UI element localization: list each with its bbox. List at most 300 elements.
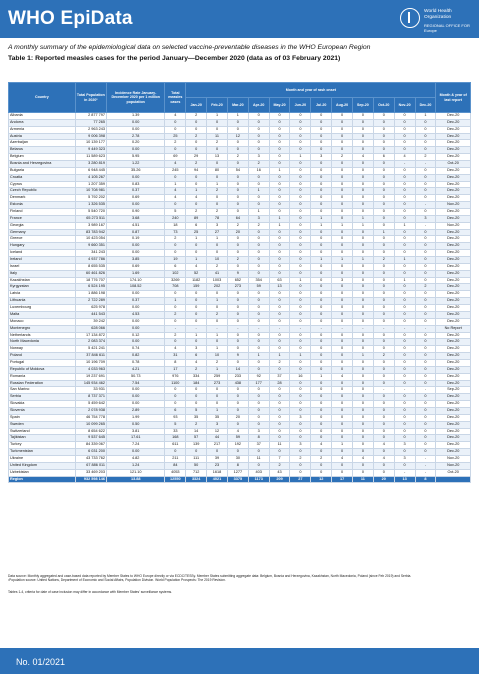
month-cell: 1 xyxy=(207,366,228,373)
month-cell: 438 xyxy=(227,380,248,387)
last-report-cell: Oct-20 xyxy=(436,469,471,476)
month-cell: 0 xyxy=(290,346,311,353)
last-report-cell: Dec-20 xyxy=(436,414,471,421)
total-cases-cell: 708 xyxy=(165,284,186,291)
month-cell: 354 xyxy=(248,277,269,284)
population-cell: 10 423 054 xyxy=(75,236,106,243)
month-cell: 0 xyxy=(269,366,290,373)
month-cell: 94 xyxy=(186,167,207,174)
table-row xyxy=(9,222,471,229)
month-cell: 0 xyxy=(269,250,290,257)
month-cell: 0 xyxy=(373,332,394,339)
month-cell: 0 xyxy=(186,140,207,147)
month-cell: 0 xyxy=(415,188,436,195)
month-cell: 0 xyxy=(311,161,332,168)
month-cell: 0 xyxy=(311,318,332,325)
last-report-cell: Nov-20 xyxy=(436,202,471,209)
incidence-cell: 0.00 xyxy=(107,147,165,154)
population-cell: 2 877 797 xyxy=(75,113,106,120)
month-cell: - xyxy=(415,202,436,209)
population-cell: 3 989 167 xyxy=(75,222,106,229)
total-cases-cell: 240 xyxy=(165,215,186,222)
population-cell: 628 066 xyxy=(75,325,106,332)
country-cell: Iceland xyxy=(9,250,76,257)
month-cell: 334 xyxy=(186,373,207,380)
total-cases-cell: 611 xyxy=(165,442,186,449)
month-cell: 0 xyxy=(186,202,207,209)
month-cell: 0 xyxy=(186,394,207,401)
month-cell: 1 xyxy=(207,113,228,120)
month-cell: 0 xyxy=(353,428,374,435)
month-cell: 1 xyxy=(311,257,332,264)
incidence-cell: 7.24 xyxy=(107,442,165,449)
table-row xyxy=(9,469,471,476)
last-report-cell: Dec-20 xyxy=(436,353,471,360)
table-title: Table 1: Reported measles cases for the period January—December 2020 (data as of 03 February 2021) xyxy=(8,55,341,62)
month-cell: 0 xyxy=(353,305,374,312)
month-cell: 8 xyxy=(248,435,269,442)
month-cell: - xyxy=(373,387,394,394)
month-cell: 1 xyxy=(269,167,290,174)
month-cell: 0 xyxy=(353,442,374,449)
table-row xyxy=(9,202,471,209)
month-cell: 0 xyxy=(332,421,353,428)
total-cell: 20 xyxy=(373,476,394,483)
table-row xyxy=(9,229,471,236)
month-cell: 0 xyxy=(269,305,290,312)
month-cell: 0 xyxy=(373,167,394,174)
month-cell: 139 xyxy=(186,442,207,449)
table-row xyxy=(9,174,471,181)
table-row xyxy=(9,209,471,216)
table-row xyxy=(9,243,471,250)
country-cell: Turkmenistan xyxy=(9,449,76,456)
month-cell: - xyxy=(227,325,248,332)
country-cell: Germany xyxy=(9,229,76,236)
month-cell: 3 xyxy=(394,442,415,449)
population-cell: 33 469 203 xyxy=(75,469,106,476)
month-cell: 1 xyxy=(290,353,311,360)
month-cell: 0 xyxy=(290,449,311,456)
last-report-cell: Sep-20 xyxy=(436,387,471,394)
logo-line-2: Organization xyxy=(424,15,452,20)
month-cell: 5 xyxy=(186,407,207,414)
incidence-cell: 0.69 xyxy=(107,195,165,202)
month-cell: 0 xyxy=(290,161,311,168)
month-cell: 0 xyxy=(248,366,269,373)
country-cell: Armenia xyxy=(9,126,76,133)
country-cell: Montenegro xyxy=(9,325,76,332)
table-row xyxy=(9,147,471,154)
month-cell: 13 xyxy=(269,284,290,291)
month-cell: 0 xyxy=(269,202,290,209)
month-cell: 4 xyxy=(353,154,374,161)
month-cell: 0 xyxy=(186,305,207,312)
month-cell: 0 xyxy=(248,174,269,181)
col-header-month: Feb-20 xyxy=(207,98,228,113)
month-cell: 0 xyxy=(186,147,207,154)
month-cell: 0 xyxy=(311,277,332,284)
month-cell: 0 xyxy=(353,435,374,442)
month-cell: 0 xyxy=(311,339,332,346)
month-cell: 0 xyxy=(373,209,394,216)
month-cell: 3 xyxy=(394,455,415,462)
month-cell: 0 xyxy=(311,298,332,305)
last-report-cell: Dec-20 xyxy=(436,284,471,291)
month-cell: 0 xyxy=(248,113,269,120)
population-cell: 19 237 691 xyxy=(75,373,106,380)
month-cell: 184 xyxy=(186,380,207,387)
criteria-note: Tables 1-4, criteria for date of case inclusion may differ in accordance with Member States' surveillance systems. xyxy=(8,590,173,594)
month-cell: 0 xyxy=(394,140,415,147)
month-cell: 54 xyxy=(227,167,248,174)
month-cell: 0 xyxy=(269,257,290,264)
month-cell: 0 xyxy=(186,311,207,318)
country-cell: Azerbaijan xyxy=(9,140,76,147)
month-cell: 0 xyxy=(394,428,415,435)
total-cases-cell: 69 xyxy=(165,154,186,161)
last-report-cell: Dec-20 xyxy=(436,257,471,264)
month-cell: 3 xyxy=(186,346,207,353)
month-cell: 35 xyxy=(207,414,228,421)
month-cell: 1 xyxy=(186,332,207,339)
last-report-cell: Dec-20 xyxy=(436,291,471,298)
month-cell: 0 xyxy=(373,284,394,291)
total-cases-cell: 31 xyxy=(165,353,186,360)
month-cell: 0 xyxy=(248,133,269,140)
month-cell: - xyxy=(353,325,374,332)
month-cell: 0 xyxy=(269,339,290,346)
month-cell: 0 xyxy=(332,394,353,401)
month-cell: 0 xyxy=(290,147,311,154)
month-cell: 0 xyxy=(269,154,290,161)
last-report-cell: Dec-20 xyxy=(436,167,471,174)
total-cases-cell: 4 xyxy=(165,195,186,202)
month-cell: 0 xyxy=(227,401,248,408)
month-cell: - xyxy=(415,161,436,168)
month-cell: 0 xyxy=(332,202,353,209)
population-cell: 5 459 642 xyxy=(75,401,106,408)
month-cell: 0 xyxy=(186,339,207,346)
month-cell: 0 xyxy=(290,195,311,202)
incidence-cell: 0.00 xyxy=(107,119,165,126)
incidence-cell: 0.19 xyxy=(107,236,165,243)
month-cell: 0 xyxy=(394,353,415,360)
month-cell: 80 xyxy=(207,167,228,174)
table-row xyxy=(9,311,471,318)
incidence-cell: 0.00 xyxy=(107,174,165,181)
month-cell: 0 xyxy=(373,133,394,140)
month-cell: 0 xyxy=(248,195,269,202)
total-label: Region xyxy=(9,476,76,483)
table-row xyxy=(9,428,471,435)
month-cell: 0 xyxy=(415,332,436,339)
country-cell: Russian Federation xyxy=(9,380,76,387)
month-cell: 1 xyxy=(186,257,207,264)
month-cell: 63 xyxy=(269,277,290,284)
month-cell: 0 xyxy=(311,291,332,298)
month-cell: 0 xyxy=(227,421,248,428)
month-cell: 0 xyxy=(415,174,436,181)
month-cell: 4 xyxy=(186,195,207,202)
month-cell: 0 xyxy=(353,188,374,195)
who-logo xyxy=(400,6,475,34)
col-header-last-report: Month & year of last report xyxy=(436,83,471,113)
month-cell: 0 xyxy=(269,243,290,250)
month-cell: 0 xyxy=(186,250,207,257)
month-cell: 0 xyxy=(227,311,248,318)
month-cell: 0 xyxy=(332,311,353,318)
month-cell: 0 xyxy=(269,311,290,318)
month-cell: 4 xyxy=(227,428,248,435)
month-cell: 233 xyxy=(227,373,248,380)
col-header-country: Country xyxy=(9,83,76,113)
month-cell: 1 xyxy=(332,222,353,229)
total-cases-cell: 4053 xyxy=(165,469,186,476)
population-cell: 60 461 826 xyxy=(75,270,106,277)
total-cases-cell: 93 xyxy=(165,414,186,421)
month-cell: 1 xyxy=(394,277,415,284)
month-cell: 92 xyxy=(248,373,269,380)
total-cases-cell: 0 xyxy=(165,174,186,181)
last-report-cell: Nov-20 xyxy=(436,222,471,229)
incidence-cell: 17.61 xyxy=(107,435,165,442)
month-cell: 0 xyxy=(248,147,269,154)
total-cell: 4021 xyxy=(207,476,228,483)
month-cell: 1 xyxy=(290,277,311,284)
month-cell: 4 xyxy=(186,263,207,270)
month-cell: 0 xyxy=(332,181,353,188)
month-cell: 0 xyxy=(269,414,290,421)
month-cell: 0 xyxy=(415,311,436,318)
total-cases-cell: 19 xyxy=(165,257,186,264)
month-cell: 0 xyxy=(394,209,415,216)
population-cell: 10 708 981 xyxy=(75,188,106,195)
month-cell: 0 xyxy=(353,373,374,380)
month-cell: 2 xyxy=(186,421,207,428)
month-cell: 0 xyxy=(290,332,311,339)
last-report-cell: Dec-20 xyxy=(436,373,471,380)
month-cell: 0 xyxy=(269,263,290,270)
month-cell: 0 xyxy=(373,126,394,133)
month-cell: 0 xyxy=(415,133,436,140)
incidence-cell: 0.00 xyxy=(107,243,165,250)
month-cell: - xyxy=(394,325,415,332)
month-cell: 0 xyxy=(415,209,436,216)
incidence-cell: 0.74 xyxy=(107,346,165,353)
month-cell: 0 xyxy=(311,435,332,442)
month-cell: 0 xyxy=(269,332,290,339)
month-cell: 0 xyxy=(269,407,290,414)
month-cell: 0 xyxy=(394,373,415,380)
month-cell: 0 xyxy=(332,250,353,257)
population-cell: 5 792 202 xyxy=(75,195,106,202)
table-row xyxy=(9,181,471,188)
total-cases-cell: 0 xyxy=(165,126,186,133)
month-cell: - xyxy=(394,161,415,168)
month-cell: 0 xyxy=(394,305,415,312)
month-cell: - xyxy=(415,469,436,476)
month-cell: 0 xyxy=(248,394,269,401)
month-cell: 0 xyxy=(227,161,248,168)
month-cell: 2 xyxy=(248,222,269,229)
month-cell: 0 xyxy=(394,380,415,387)
country-cell: Kazakhstan xyxy=(9,277,76,284)
month-cell: 0 xyxy=(353,229,374,236)
month-cell: 0 xyxy=(415,250,436,257)
month-cell: 0 xyxy=(290,394,311,401)
month-cell: 0 xyxy=(415,359,436,366)
country-cell: North Macedonia xyxy=(9,339,76,346)
month-cell: 0 xyxy=(332,414,353,421)
last-report-cell: Dec-20 xyxy=(436,380,471,387)
country-cell: Finland xyxy=(9,209,76,216)
country-cell: Serbia xyxy=(9,394,76,401)
month-cell: 0 xyxy=(332,140,353,147)
month-cell: 3 xyxy=(248,215,269,222)
month-cell: 0 xyxy=(248,462,269,469)
total-cases-cell: 6 xyxy=(165,263,186,270)
population-cell: 9 449 323 xyxy=(75,147,106,154)
total-cell: 12550 xyxy=(165,476,186,483)
month-cell: 0 xyxy=(290,119,311,126)
month-cell: 1 xyxy=(248,353,269,360)
month-cell: 0 xyxy=(353,140,374,147)
last-report-cell: Dec-20 xyxy=(436,147,471,154)
country-cell: Czech Republic xyxy=(9,188,76,195)
month-cell: 4 xyxy=(373,442,394,449)
month-cell: 0 xyxy=(207,147,228,154)
incidence-cell: 0.00 xyxy=(107,318,165,325)
month-cell: 0 xyxy=(207,449,228,456)
month-cell: 0 xyxy=(332,195,353,202)
total-cases-cell: 0 xyxy=(165,318,186,325)
incidence-cell: 1.99 xyxy=(107,414,165,421)
table-row xyxy=(9,421,471,428)
table-row xyxy=(9,346,471,353)
month-cell: 0 xyxy=(415,243,436,250)
last-report-cell: Dec-20 xyxy=(436,263,471,270)
month-cell: 0 xyxy=(227,407,248,414)
month-cell: 1 xyxy=(415,113,436,120)
month-cell: 0 xyxy=(415,195,436,202)
table-row xyxy=(9,339,471,346)
month-cell: 0 xyxy=(248,339,269,346)
population-cell: 2 963 243 xyxy=(75,126,106,133)
month-cell: 0 xyxy=(248,236,269,243)
col-header-month: Aug-20 xyxy=(332,98,353,113)
month-cell: 0 xyxy=(248,359,269,366)
month-cell: 29 xyxy=(186,154,207,161)
month-cell: 2 xyxy=(207,140,228,147)
month-cell: 0 xyxy=(269,387,290,394)
month-cell: 0 xyxy=(269,449,290,456)
month-cell: 0 xyxy=(207,401,228,408)
month-cell: 0 xyxy=(311,174,332,181)
table-row xyxy=(9,380,471,387)
month-cell: 0 xyxy=(373,421,394,428)
month-cell: 0 xyxy=(248,270,269,277)
month-cell: 0 xyxy=(373,161,394,168)
month-cell: - xyxy=(248,325,269,332)
month-cell: 0 xyxy=(332,401,353,408)
month-cell: 0 xyxy=(415,181,436,188)
country-cell: Luxembourg xyxy=(9,305,76,312)
month-cell: 0 xyxy=(207,119,228,126)
month-cell: 37 xyxy=(248,442,269,449)
country-cell: Sweden xyxy=(9,421,76,428)
month-cell: 0 xyxy=(332,359,353,366)
month-cell: 0 xyxy=(227,318,248,325)
month-cell: 0 xyxy=(207,394,228,401)
month-cell: 0 xyxy=(186,387,207,394)
last-report-cell: Dec-20 xyxy=(436,119,471,126)
country-cell: Cyprus xyxy=(9,181,76,188)
col-header-month: Jun-20 xyxy=(290,98,311,113)
population-cell: 43 733 762 xyxy=(75,455,106,462)
month-cell: - xyxy=(415,222,436,229)
table-row xyxy=(9,119,471,126)
month-cell: 0 xyxy=(353,236,374,243)
month-cell: 0 xyxy=(269,161,290,168)
month-cell: 0 xyxy=(248,346,269,353)
month-cell: 0 xyxy=(311,353,332,360)
month-cell: 0 xyxy=(394,291,415,298)
month-cell: 0 xyxy=(311,407,332,414)
total-cell: 13.88 xyxy=(107,476,165,483)
last-report-cell: Dec-20 xyxy=(436,126,471,133)
last-report-cell: Oct-20 xyxy=(436,161,471,168)
month-cell: 0 xyxy=(415,263,436,270)
total-cases-cell: 1100 xyxy=(165,380,186,387)
population-cell: 3 280 819 xyxy=(75,161,106,168)
month-cell: 0 xyxy=(311,305,332,312)
month-cell: 0 xyxy=(373,222,394,229)
month-cell: 0 xyxy=(415,366,436,373)
population-cell: 2 083 374 xyxy=(75,339,106,346)
month-cell: 0 xyxy=(394,414,415,421)
table-row xyxy=(9,387,471,394)
total-cases-cell: 1 xyxy=(165,181,186,188)
month-cell: 4 xyxy=(332,455,353,462)
month-cell: 0 xyxy=(290,263,311,270)
last-report-cell: Dec-20 xyxy=(436,229,471,236)
month-cell: 2 xyxy=(207,263,228,270)
month-cell: 0 xyxy=(373,277,394,284)
month-cell: 14 xyxy=(186,428,207,435)
last-report-cell: Dec-20 xyxy=(436,209,471,216)
month-cell: 0 xyxy=(311,414,332,421)
country-cell: France xyxy=(9,215,76,222)
month-cell: 0 xyxy=(332,339,353,346)
total-cases-cell: 2 xyxy=(165,311,186,318)
month-cell: 0 xyxy=(415,305,436,312)
month-cell: 0 xyxy=(373,147,394,154)
total-cases-cell: 8 xyxy=(165,359,186,366)
month-cell: 0 xyxy=(248,263,269,270)
month-cell: 1 xyxy=(207,181,228,188)
incidence-cell: 0.00 xyxy=(107,126,165,133)
table-row xyxy=(9,353,471,360)
month-cell: 0 xyxy=(290,298,311,305)
month-cell: 0 xyxy=(227,188,248,195)
month-cell: 0 xyxy=(415,428,436,435)
month-cell: 0 xyxy=(290,133,311,140)
month-cell: 3 xyxy=(290,414,311,421)
month-cell: 0 xyxy=(290,215,311,222)
month-cell: 0 xyxy=(353,462,374,469)
month-cell: 0 xyxy=(332,167,353,174)
